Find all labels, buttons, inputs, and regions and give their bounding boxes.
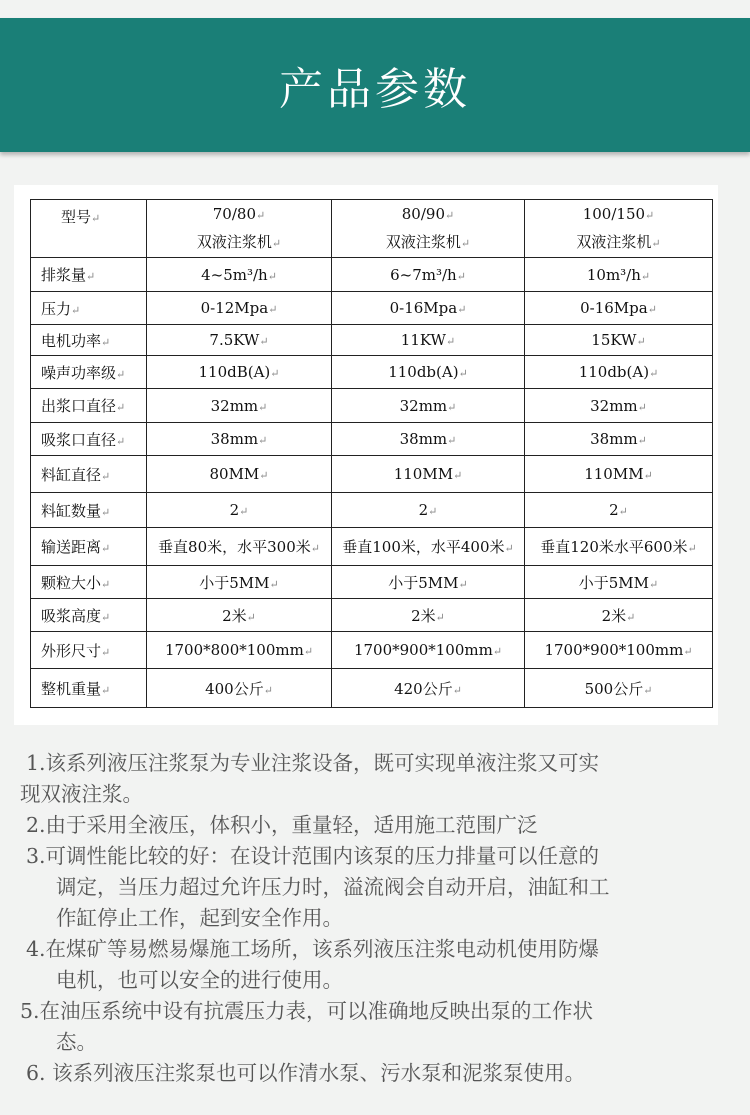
table-row xyxy=(31,669,713,708)
cell-value: 2 xyxy=(418,501,429,519)
cell-value: 1700*800*100mm xyxy=(164,641,304,659)
value-cell: 2米↵ xyxy=(332,599,525,632)
row-label: 料缸直径 xyxy=(41,465,102,484)
model-label: 型号 xyxy=(61,208,92,226)
row-label: 颗粒大小 xyxy=(41,573,102,592)
value-cell: 110MM↵ xyxy=(332,456,525,493)
row-label: 压力 xyxy=(41,299,72,318)
row-label-cell: 压力↵ xyxy=(31,292,147,325)
spec-table xyxy=(30,199,713,708)
value-cell: 110db(A)↵ xyxy=(332,356,525,389)
row-label-cell: 电机功率↵ xyxy=(31,325,147,356)
cell-value: 2 xyxy=(229,501,240,519)
note-1-line-2: 现双液注浆。 xyxy=(20,782,143,806)
cell-value: 1700*900*100mm xyxy=(353,641,493,659)
value-cell: 110db(A)↵ xyxy=(525,356,713,389)
cell-value: 32mm xyxy=(210,396,259,415)
value-cell: 32mm↵ xyxy=(332,389,525,423)
value-cell: 垂直100米，水平400米↵ xyxy=(332,528,525,566)
value-cell: 38mm↵ xyxy=(147,423,332,456)
row-label: 出浆口直径 xyxy=(41,397,117,415)
cell-value: 110MM xyxy=(584,465,644,483)
cell-value: 2米 xyxy=(222,606,247,625)
cell-value: 6~7m³/h xyxy=(390,265,457,284)
table-row xyxy=(31,632,713,669)
row-label: 吸浆口直径 xyxy=(41,430,117,449)
cell-value: 110db(A) xyxy=(388,363,459,381)
value-cell: 0-16Mpa↵ xyxy=(332,292,525,325)
row-label-cell: 料缸直径↵ xyxy=(31,456,147,493)
cell-value: 垂直80米，水平300米 xyxy=(158,538,311,556)
cell-value: 小于5MM xyxy=(199,573,270,592)
row-label: 吸浆高度 xyxy=(41,606,102,625)
row-label-cell: 吸浆高度↵ xyxy=(31,599,147,632)
cell-value: 32mm xyxy=(590,396,638,415)
value-cell: 32mm↵ xyxy=(147,389,332,423)
value-cell: 0-12Mpa↵ xyxy=(147,292,332,325)
note-3-line-2: 调定，当压力超过允许压力时，溢流阀会自动开启，油缸和工 xyxy=(56,875,610,899)
model-3-name: 双液注浆机 xyxy=(576,232,652,251)
model-label-cell: 型号↵ xyxy=(31,200,147,258)
model-1-name: 双液注浆机 xyxy=(196,232,272,251)
value-cell: 1700*800*100mm↵ xyxy=(147,632,332,669)
model-3-number: 100/150 xyxy=(582,204,646,223)
note-3-line-3: 作缸停止工作，起到安全作用。 xyxy=(56,906,343,930)
cell-value: 110MM xyxy=(393,465,454,483)
value-cell: 7.5KW↵ xyxy=(147,325,332,356)
row-label-cell: 颗粒大小↵ xyxy=(31,566,147,599)
table-row xyxy=(31,493,713,528)
value-cell: 2↵ xyxy=(525,493,713,528)
note-2: 2.由于采用全液压，体积小，重量轻，适用施工范围广泛 xyxy=(26,813,538,837)
cell-value: 15KW xyxy=(591,331,637,349)
value-cell: 4~5m³/h↵ xyxy=(147,258,332,292)
cell-value: 500公斤 xyxy=(584,679,644,698)
value-cell: 38mm↵ xyxy=(525,423,713,456)
value-cell: 2米↵ xyxy=(147,599,332,632)
model-1-number: 70/80 xyxy=(212,204,256,223)
cell-value: 400公斤 xyxy=(205,679,264,698)
table-row xyxy=(31,325,713,356)
table-row xyxy=(31,528,713,566)
value-cell: 110MM↵ xyxy=(525,456,713,493)
row-label-cell: 排浆量↵ xyxy=(31,258,147,292)
model-cell-1: 70/80↵ 双液注浆机↵ xyxy=(147,200,332,258)
note-1-line-1: 1.该系列液压注浆泵为专业注浆设备，既可实现单液注浆又可实 xyxy=(26,751,600,775)
value-cell: 500公斤↵ xyxy=(525,669,713,708)
value-cell: 110dB(A)↵ xyxy=(147,356,332,389)
note-4-line-1: 4.在煤矿等易燃易爆施工场所，该系列液压注浆电动机使用防爆 xyxy=(26,937,600,961)
row-label: 排浆量 xyxy=(41,266,87,284)
row-label-cell: 外形尺寸↵ xyxy=(31,632,147,669)
row-label: 外形尺寸 xyxy=(41,641,102,660)
value-cell: 2↵ xyxy=(332,493,525,528)
table-row xyxy=(31,258,713,292)
model-2-name: 双液注浆机 xyxy=(385,232,461,251)
value-cell: 6~7m³/h↵ xyxy=(332,258,525,292)
cell-value: 80MM xyxy=(209,465,260,483)
cell-value: 110dB(A) xyxy=(198,363,271,381)
row-label-cell: 输送距离↵ xyxy=(31,528,147,566)
row-label-cell: 整机重量↵ xyxy=(31,669,147,708)
table-row xyxy=(31,292,713,325)
cell-value: 32mm xyxy=(399,396,448,415)
row-label-cell: 料缸数量↵ xyxy=(31,493,147,528)
row-label: 整机重量 xyxy=(41,679,102,698)
cell-value: 2米 xyxy=(601,606,627,625)
note-6: 6. 该系列液压注浆泵也可以作清水泵、污水泵和泥浆泵使用。 xyxy=(26,1061,586,1085)
value-cell: 80MM↵ xyxy=(147,456,332,493)
note-4-line-2: 电机，也可以安全的进行使用。 xyxy=(56,968,343,992)
table-row xyxy=(31,599,713,632)
cell-value: 垂直100米，水平400米 xyxy=(342,538,505,556)
value-cell: 垂直80米，水平300米↵ xyxy=(147,528,332,566)
cell-value: 2 xyxy=(609,501,619,519)
value-cell: 垂直120米水平600米↵ xyxy=(525,528,713,566)
row-label: 输送距离 xyxy=(41,538,102,556)
page-title: 产品参数 xyxy=(279,64,471,115)
row-label: 料缸数量 xyxy=(41,501,102,520)
value-cell: 32mm↵ xyxy=(525,389,713,423)
cell-value: 0-16Mpa xyxy=(580,299,648,317)
row-label: 噪声功率级 xyxy=(41,363,117,382)
note-5-line-1: 5.在油压系统中设有抗震压力表，可以准确地反映出泵的工作状 xyxy=(20,999,594,1023)
cell-value: 垂直120米水平600米 xyxy=(540,538,688,556)
cell-value: 0-16Mpa xyxy=(389,299,458,317)
value-cell: 400公斤↵ xyxy=(147,669,332,708)
value-cell: 38mm↵ xyxy=(332,423,525,456)
table-row xyxy=(31,389,713,423)
value-cell: 1700*900*100mm↵ xyxy=(525,632,713,669)
value-cell: 小于5MM↵ xyxy=(332,566,525,599)
cell-value: 小于5MM xyxy=(388,573,459,592)
cell-value: 11KW xyxy=(400,331,446,349)
value-cell: 420公斤↵ xyxy=(332,669,525,708)
cell-value: 4~5m³/h xyxy=(201,265,268,284)
value-cell: 2米↵ xyxy=(525,599,713,632)
table-row xyxy=(31,456,713,493)
cell-value: 1700*900*100mm xyxy=(544,641,684,659)
cell-value: 2米 xyxy=(411,606,436,625)
model-cell-2: 80/90↵ 双液注浆机↵ xyxy=(332,200,525,258)
table-row xyxy=(31,423,713,456)
row-label: 电机功率 xyxy=(41,331,102,350)
cell-value: 110db(A) xyxy=(578,363,650,381)
cell-value: 420公斤 xyxy=(394,679,453,698)
model-2-number: 80/90 xyxy=(401,204,445,223)
value-cell: 10m³/h↵ xyxy=(525,258,713,292)
row-label-cell: 噪声功率级↵ xyxy=(31,356,147,389)
product-notes xyxy=(20,748,720,1089)
cell-value: 0-12Mpa xyxy=(200,299,269,317)
value-cell: 小于5MM↵ xyxy=(147,566,332,599)
table-row xyxy=(31,566,713,599)
note-5-line-2: 态。 xyxy=(56,1030,97,1054)
row-label-cell: 出浆口直径↵ xyxy=(31,389,147,423)
cell-value: 38mm xyxy=(399,430,448,448)
value-cell: 1700*900*100mm↵ xyxy=(332,632,525,669)
table-header-row xyxy=(31,200,713,258)
cell-value: 7.5KW xyxy=(209,331,260,349)
note-3-line-1: 3.可调性能比较的好：在设计范围内该泵的压力排量可以任意的 xyxy=(26,844,600,868)
value-cell: 2↵ xyxy=(147,493,332,528)
value-cell: 15KW↵ xyxy=(525,325,713,356)
spec-table-panel xyxy=(14,185,718,725)
cell-value: 小于5MM xyxy=(578,573,650,592)
cell-value: 38mm xyxy=(210,430,259,448)
model-cell-3: 100/150↵ 双液注浆机↵ xyxy=(525,200,713,258)
table-row xyxy=(31,356,713,389)
value-cell: 11KW↵ xyxy=(332,325,525,356)
cell-value: 38mm xyxy=(590,430,638,448)
row-label-cell: 吸浆口直径↵ xyxy=(31,423,147,456)
value-cell: 小于5MM↵ xyxy=(525,566,713,599)
value-cell: 0-16Mpa↵ xyxy=(525,292,713,325)
cell-value: 10m³/h xyxy=(586,265,641,284)
title-banner xyxy=(0,18,750,152)
